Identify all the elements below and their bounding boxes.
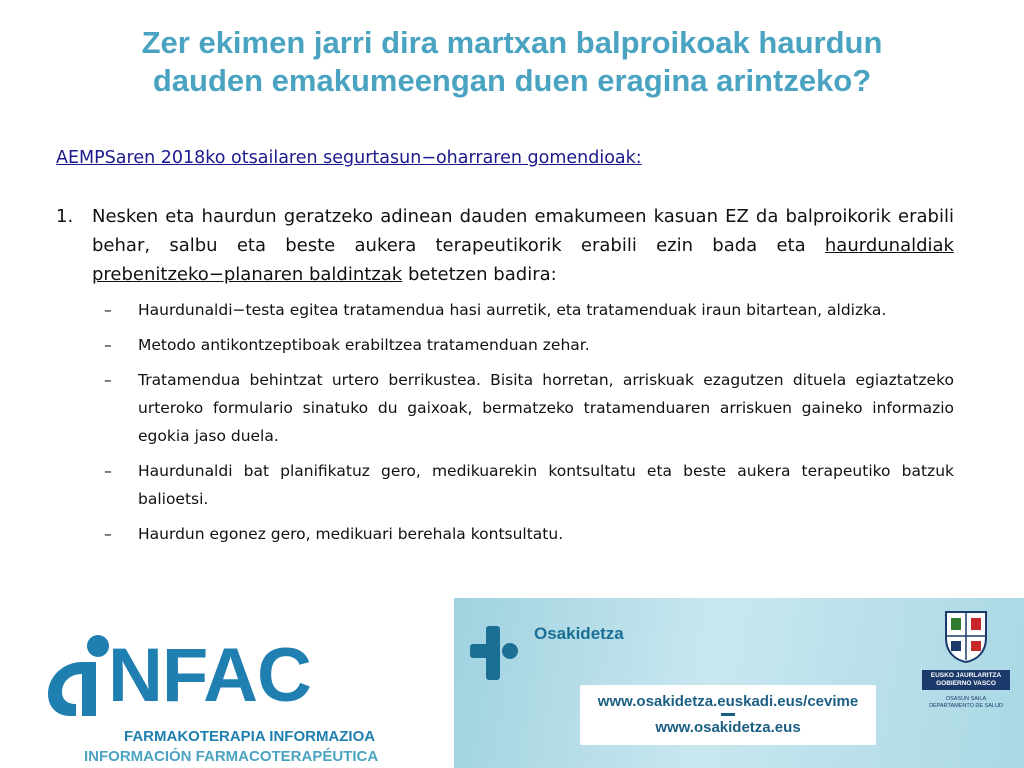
gov-tag: [922, 670, 1010, 690]
gov-department-es: DEPARTAMENTO DE SALUD: [929, 703, 1003, 709]
aemps-recommendations-heading: AEMPSaren 2018ko otsailaren segurtasun−oharraren gomendioak:: [56, 148, 642, 168]
url-box: [580, 685, 876, 745]
list-item-text: Haurdun egonez gero, medikuari berehala kontsultatu.: [138, 525, 564, 543]
url-separator: [721, 713, 735, 716]
sub-list: [104, 296, 954, 555]
osakidetza-cross-icon: [466, 624, 526, 684]
list-item-text: Haurdunaldi−testa egitea tratamendua hasi aurretik, eta tratamenduak iraun bitartean, aldizka.: [138, 301, 887, 319]
list-item: [104, 520, 954, 548]
point-text-underlined: haurdunaldiak prebenitzeko−planaren baldintzak: [92, 235, 954, 285]
main-point-1: [56, 202, 954, 289]
basque-government-logo: [920, 608, 1012, 718]
osakidetza-brand: Osakidetza: [534, 624, 624, 643]
osakidetza-url[interactable]: www.osakidetza.eus: [655, 719, 801, 736]
list-item-text: Tratamendua behintzat urtero berrikustea. Bisita horretan, arriskuak ezagutzen dituela egiaztatzeko urteroko formulario sinatuko du gaixoak, bermatzeko tratamenduaren arriskuen gaineko informazio egokia jaso duela.: [138, 371, 954, 445]
list-item: [104, 296, 954, 324]
infac-wordmark: NFAC: [108, 633, 311, 718]
dash-bullet: –: [104, 371, 112, 389]
infac-i-icon: [42, 634, 112, 718]
dash-bullet: –: [104, 336, 112, 354]
title-line-1: Zer ekimen jarri dira martxan balproikoak haurdun: [141, 25, 883, 60]
dash-bullet: –: [104, 462, 112, 480]
point-text: [92, 202, 954, 289]
dash-bullet: –: [104, 301, 112, 319]
gov-tag-eu: EUSKO JAURLARITZA: [930, 672, 1002, 679]
list-item-text: Haurdunaldi bat planifikatuz gero, medikuarekin kontsultatu eta beste aukera terapeutiko batzuk balioetsi.: [138, 462, 954, 508]
list-item: [104, 366, 954, 450]
infac-tagline-eu: FARMAKOTERAPIA INFORMAZIOA: [124, 728, 376, 745]
basque-coat-of-arms-icon: [941, 608, 991, 664]
footer: [0, 598, 1024, 768]
gov-tag-es: GOBIERNO VASCO: [936, 680, 996, 687]
list-item: [104, 331, 954, 359]
dash-bullet: –: [104, 525, 112, 543]
title-line-2: dauden emakumeengan duen eragina arintzeko?: [152, 63, 872, 98]
infac-logo: [40, 610, 380, 768]
slide-title: [20, 24, 1004, 100]
point-text-before: Nesken eta haurdun geratzeko adinean dauden emakumeen kasuan EZ da balproikorik erabili behar, salbu eta beste aukera terapeutikorik erabili ezin bada eta: [92, 206, 954, 256]
point-text-after: betetzen badira:: [407, 264, 557, 285]
list-item: [104, 457, 954, 513]
point-number: 1.: [56, 206, 74, 227]
cevime-url[interactable]: www.osakidetza.euskadi.eus/cevime: [597, 693, 859, 710]
gov-department: [920, 696, 1012, 710]
gov-department-eu: OSASUN SAILA: [945, 696, 987, 702]
osakidetza-banner: [454, 598, 1024, 768]
infac-tagline-es: INFORMACIÓN FARMACOTERAPÉUTICA: [84, 748, 379, 765]
list-item-text: Metodo antikontzeptiboak erabiltzea tratamenduan zehar.: [138, 336, 590, 354]
